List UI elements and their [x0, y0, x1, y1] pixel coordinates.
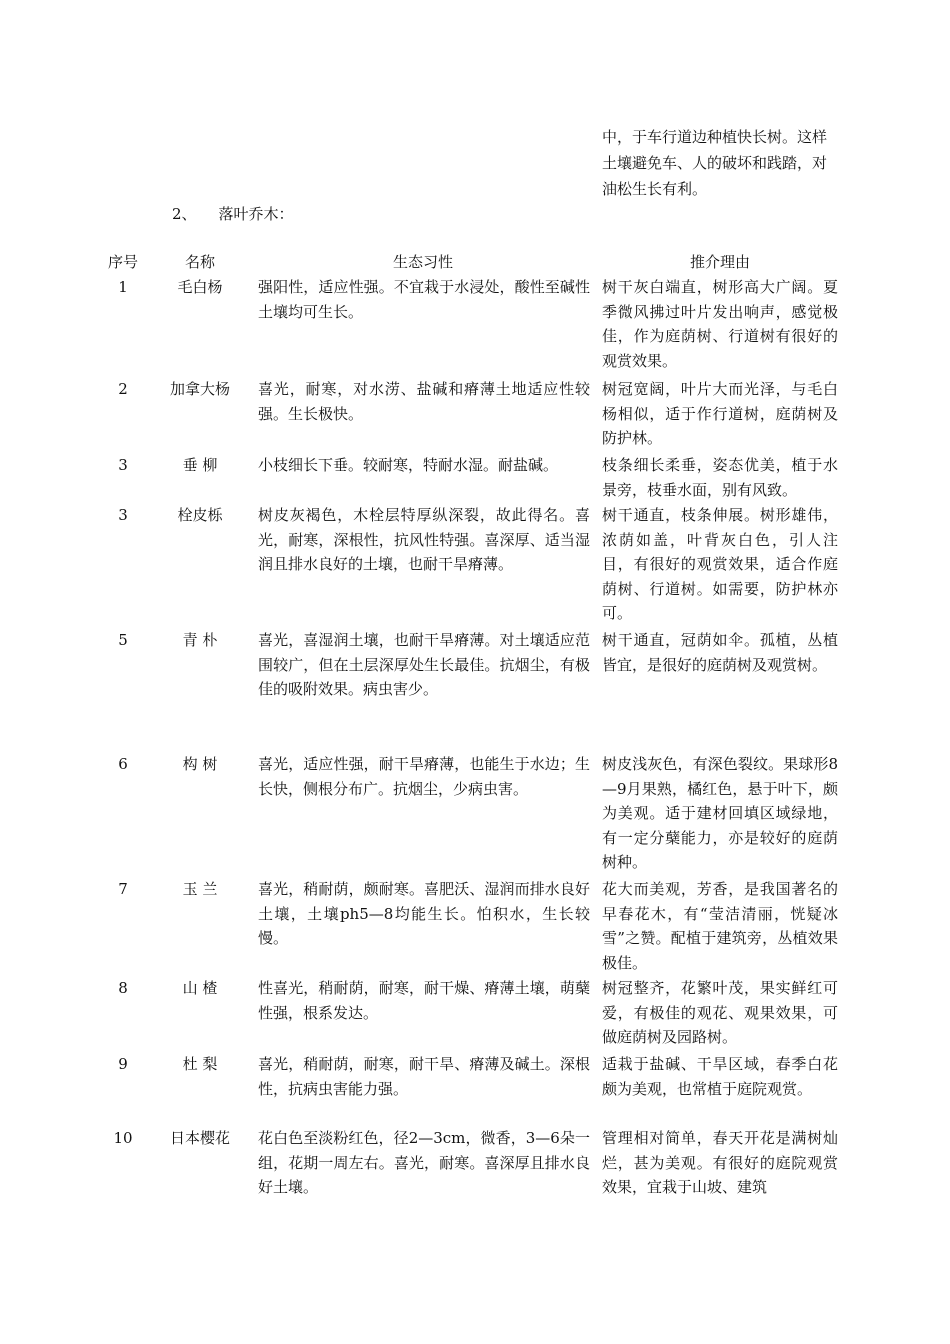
cell-no: 7 [118, 880, 128, 898]
cell-habit: 喜光，耐寒，对水涝、盐碱和瘠薄土地适应性较强。生长极快。 [258, 380, 590, 423]
cell-no: 2 [118, 380, 128, 398]
column-header-reason: 推介理由 [689, 253, 750, 271]
cell-name: 日本樱花 [169, 1129, 230, 1147]
cell-habit: 喜光，稍耐荫，耐寒，耐干旱、瘠薄及碱土。深根性，抗病虫害能力强。 [258, 1055, 590, 1098]
cell-reason: 树干灰白端直，树形高大广阔。夏季微风拂过叶片发出响声，感觉极佳，作为庭荫树、行道树有很好的观赏效果。 [602, 278, 838, 370]
cell-no: 6 [118, 755, 128, 773]
cell-habit: 花白色至淡粉红色，径2—3cm，微香，3—6朵一组，花期一周左右。喜光，耐寒。喜深厚且排水良好土壤。 [258, 1129, 590, 1197]
cell-name: 玉 兰 [182, 880, 218, 898]
cell-no: 3 [118, 456, 128, 474]
cell-reason: 枝条细长柔垂，姿态优美，植于水景旁，枝垂水面，别有风致。 [602, 456, 838, 499]
cell-reason: 花大而美观，芳香，是我国著名的早春花木，有“莹洁清丽，恍疑冰雪”之赞。配植于建筑旁，丛植效果极佳。 [602, 880, 838, 972]
cell-no: 9 [118, 1055, 128, 1073]
cell-reason: 管理相对简单，春天开花是满树灿烂，甚为美观。有很好的庭院观赏效果，宜栽于山坡、建筑 [602, 1129, 838, 1197]
cell-reason: 树干通直，枝条伸展。树形雄伟，浓荫如盖，叶背灰白色，引人注目，有很好的观赏效果，适合作庭荫树、行道树。如需要，防护林亦可。 [602, 506, 838, 623]
cell-habit: 喜光，稍耐荫，颇耐寒。喜肥沃、湿润而排水良好土壤，土壤ph5—8均能生长。怕积水，生长较慢。 [258, 880, 590, 948]
cell-habit: 喜光，适应性强，耐干旱瘠薄，也能生于水边；生长快，侧根分布广。抗烟尘，少病虫害。 [258, 755, 590, 798]
cell-habit: 喜光，喜湿润土壤，也耐干旱瘠薄。对土壤适应范围较广，但在土层深厚处生长最佳。抗烟尘，有极佳的吸附效果。病虫害少。 [258, 631, 590, 699]
cell-name: 青 朴 [182, 631, 218, 649]
column-header-no: 序号 [107, 253, 138, 271]
cell-reason: 树干通直，冠荫如伞。孤植，丛植皆宜，是很好的庭荫树及观赏树。 [602, 631, 838, 674]
cell-reason: 树皮浅灰色，有深色裂纹。果球形8—9月果熟，橘红色，悬于叶下，颇为美观。适于建材回填区域绿地，有一定分蘖能力，亦是较好的庭荫树种。 [602, 755, 838, 872]
column-header-name: 名称 [184, 253, 215, 271]
cell-reason: 树冠宽阔，叶片大而光泽，与毛白杨相似，适于作行道树，庭荫树及防护林。 [602, 380, 838, 448]
cell-habit: 小枝细长下垂。较耐寒，特耐水湿。耐盐碱。 [258, 456, 559, 474]
cell-habit: 性喜光，稍耐荫，耐寒，耐干燥、瘠薄土壤，萌蘖性强，根系发达。 [258, 979, 590, 1022]
section-title: 落叶乔木： [218, 205, 294, 223]
cell-name: 毛白杨 [177, 278, 223, 296]
cell-no: 1 [118, 278, 128, 296]
cell-habit: 树皮灰褐色，木栓层特厚纵深裂，故此得名。喜光，耐寒，深根性，抗风性特强。喜深厚、适当湿润且排水良好的土壤，也耐干旱瘠薄。 [258, 506, 590, 574]
cell-reason: 适栽于盐碱、干旱区域，春季白花颇为美观，也常植于庭院观赏。 [602, 1055, 838, 1098]
cell-name: 山 楂 [182, 979, 218, 997]
cell-habit: 强阳性，适应性强。不宜栽于水浸处，酸性至碱性土壤均可生长。 [258, 278, 590, 321]
cell-name: 加拿大杨 [169, 380, 230, 398]
cell-no: 8 [118, 979, 128, 997]
section-number: 2、 [172, 205, 197, 223]
cell-name: 垂 柳 [182, 456, 218, 474]
cell-no: 3 [118, 506, 128, 524]
cell-name: 杜 梨 [182, 1055, 218, 1073]
section-heading [172, 201, 294, 227]
cell-name: 栓皮栎 [177, 506, 223, 524]
cell-no: 5 [118, 631, 128, 649]
cell-reason: 树冠整齐，花繁叶茂，果实鲜红可爱，有极佳的观花、观果效果，可做庭荫树及园路树。 [602, 979, 838, 1047]
column-header-habit: 生态习性 [392, 253, 453, 271]
cell-name: 构 树 [182, 755, 218, 773]
continued-reason-text: 中，于车行道边种植快长树。这样土壤避免车、人的破坏和践踏，对油松生长有利。 [602, 128, 828, 198]
cell-no: 10 [113, 1129, 133, 1147]
